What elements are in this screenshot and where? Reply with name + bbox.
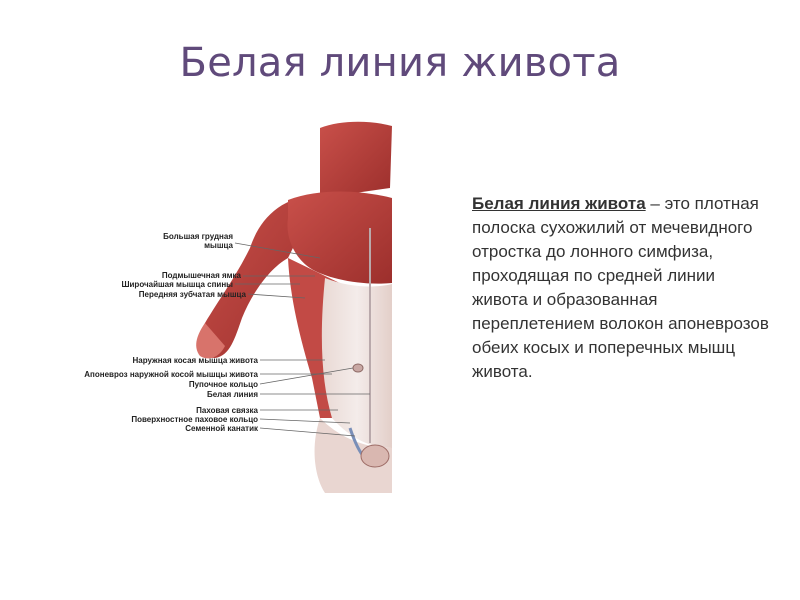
label-external-oblique-aponeurosis: Апоневроз наружной косой мышцы живота [84, 370, 258, 379]
definition-body: это плотная полоска сухожилий от мечевидного отростка до лонного симфиза, проходящая по средней линии живота и образованная переплетением волокон апоневрозов обеих косых и поперечных мышц живота. [472, 194, 769, 381]
label-pectoralis-major: Большая грудная мышца [163, 232, 233, 250]
label-latissimus-dorsi: Широчайшая мышца спины [121, 280, 233, 289]
torso-muscles-drawing [20, 118, 420, 498]
label-spermatic-cord: Семенной канатик [185, 424, 258, 433]
page-title: Белая линия живота [179, 40, 621, 86]
umbilical-ring [353, 364, 363, 372]
label-linea-alba: Белая линия [206, 390, 258, 399]
label-serratus-anterior: Передняя зубчатая мышца [138, 290, 246, 299]
definition-dash: – [645, 194, 660, 213]
label-external-oblique: Наружная косая мышца живота [132, 356, 258, 365]
neck [320, 122, 392, 198]
label-axillary-fossa: Подмышечная ямка [161, 271, 241, 280]
anatomy-illustration [20, 118, 420, 498]
definition-term: Белая линия живота [472, 194, 646, 213]
definition-text [472, 192, 772, 384]
label-umbilical-ring: Пупочное кольцо [188, 380, 258, 389]
genital [361, 445, 389, 467]
label-inguinal-ligament: Паховая связка [196, 406, 258, 415]
label-superficial-inguinal-ring: Поверхностное паховое кольцо [131, 415, 258, 424]
